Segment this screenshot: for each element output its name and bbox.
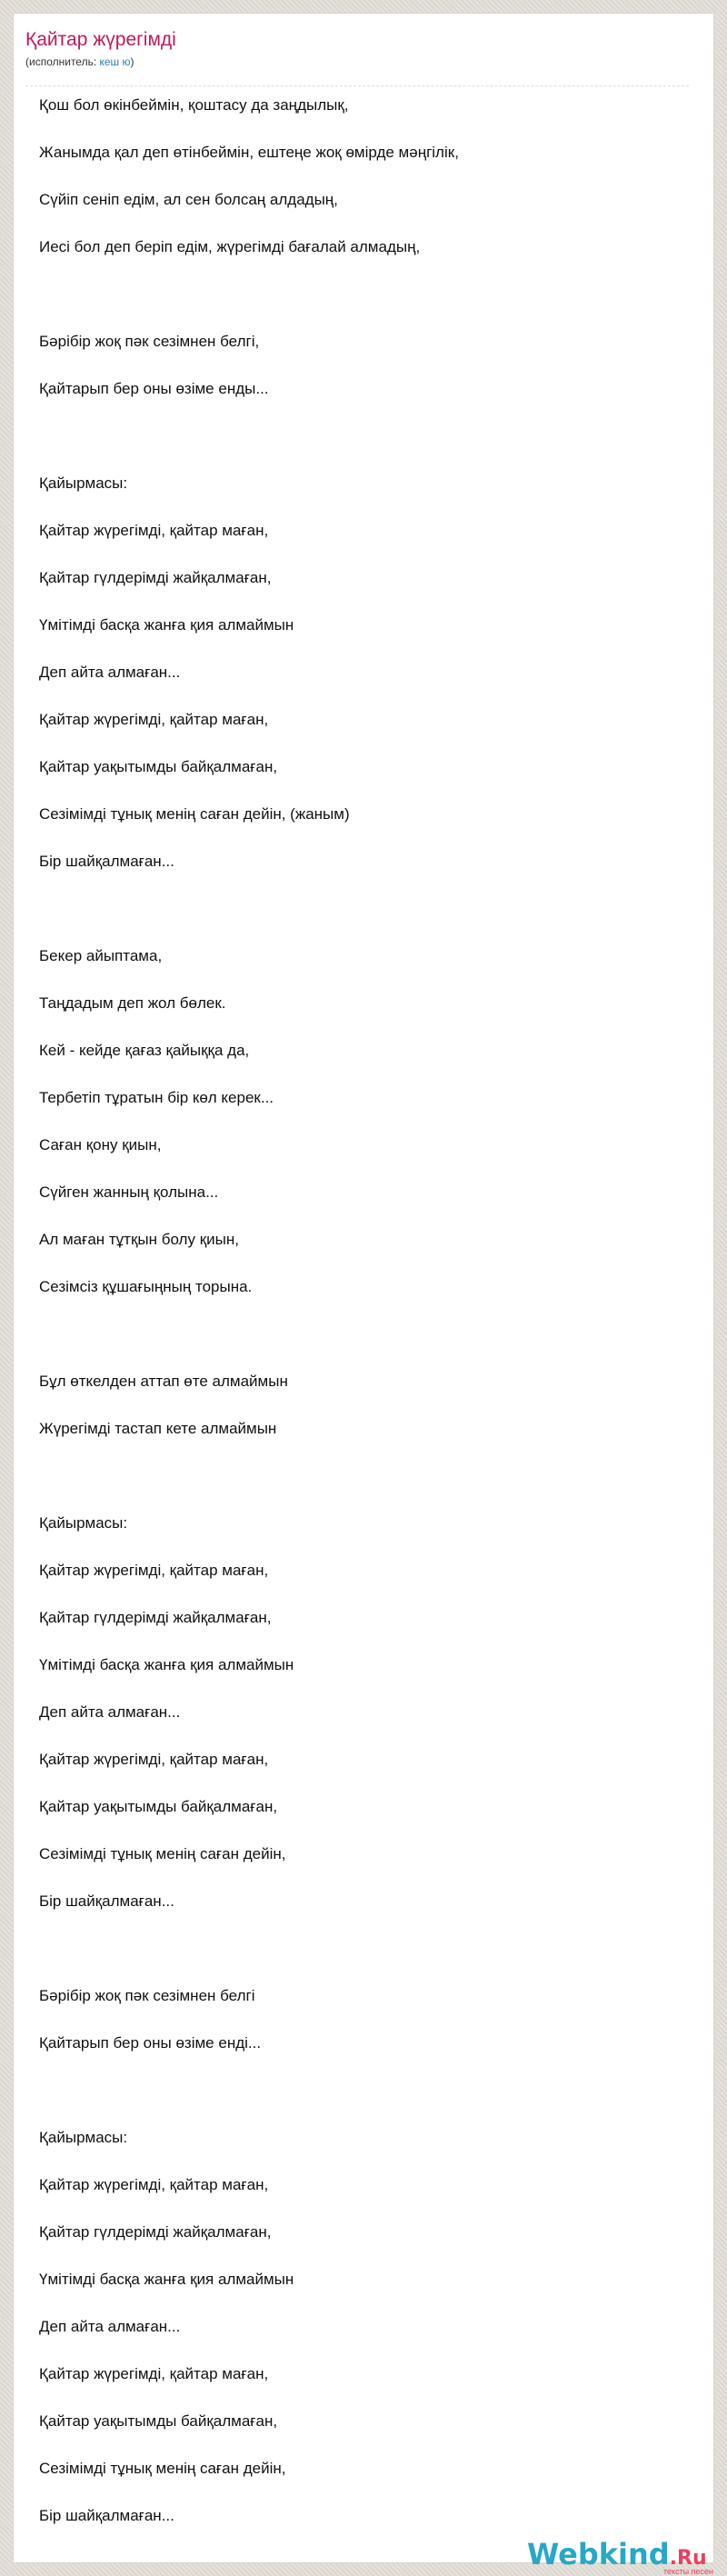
performer-prefix: (исполнитель: bbox=[25, 55, 100, 68]
lyric-line: Қайтар гүлдерімді жайқалмаған, bbox=[39, 569, 272, 586]
lyric-line: Қайтар уақытымды байқалмаған, bbox=[39, 758, 278, 775]
lyric-line: Деп айта алмаған... bbox=[39, 2318, 181, 2335]
logo-name: Webkind bbox=[527, 2537, 670, 2571]
lyric-line: Сезімсіз құшағыңның торына. bbox=[39, 1278, 253, 1295]
lyric-blank-line bbox=[39, 2080, 675, 2127]
lyric-line: Үмітімді басқа жанға қия алмаймын bbox=[39, 1656, 294, 1673]
lyric-line: Сезімімді тұнық менің саған дейін, bbox=[39, 2460, 286, 2477]
lyric-line: Қайтар жүрегімді, қайтар маған, bbox=[39, 711, 269, 728]
lyric-line: Жүрегімді тастап кете алмаймын bbox=[39, 1420, 277, 1437]
lyric-line: Қайтар жүрегімді, қайтар маған, bbox=[39, 1751, 269, 1768]
lyric-line: Сезімімді тұнық менің саған дейін, bbox=[39, 1845, 286, 1862]
lyric-line: Сезімімді тұнық менің саған дейін, (жаным) bbox=[39, 805, 350, 823]
lyric-line: Қайтар жүрегімді, қайтар маған, bbox=[39, 2365, 269, 2382]
lyric-line: Иесі бол деп беріп едім, жүрегімді бағалай алмадың, bbox=[39, 238, 421, 255]
lyric-line: Қайтар гүлдерімді жайқалмаған, bbox=[39, 2223, 272, 2241]
song-header bbox=[25, 27, 176, 69]
lyric-line: Қайтар жүрегімді, қайтар маған, bbox=[39, 1562, 269, 1579]
lyric-line: Бір шайқалмаған... bbox=[39, 853, 174, 870]
lyric-line: Жанымда қал деп өтінбеймін, ештеңе жоқ өмірде мәңгілік, bbox=[39, 144, 459, 161]
performer-suffix: ) bbox=[130, 55, 134, 68]
lyric-line: Тербетіп тұратын бір көл керек... bbox=[39, 1089, 274, 1106]
lyric-line: Үмітімді басқа жанға қия алмаймын bbox=[39, 616, 294, 634]
song-title: Қайтар жүрегімді bbox=[25, 29, 176, 50]
lyric-line: Қайырмасы: bbox=[39, 474, 128, 492]
lyric-line: Бір шайқалмаған... bbox=[39, 1892, 174, 1910]
artist-link[interactable]: кеш ю bbox=[99, 55, 131, 68]
lyric-line: Қайтар жүрегімді, қайтар маған, bbox=[39, 522, 269, 539]
lyric-line: Үмітімді басқа жанға қия алмаймын bbox=[39, 2271, 294, 2288]
lyric-blank-line bbox=[39, 1323, 675, 1371]
lyric-line: Саған қону қиын, bbox=[39, 1136, 162, 1153]
lyric-blank-line bbox=[39, 1938, 675, 1985]
lyric-line: Қайтар гүлдерімді жайқалмаған, bbox=[39, 1609, 272, 1626]
lyric-line: Қайырмасы: bbox=[39, 1514, 128, 1532]
lyrics-body bbox=[39, 95, 675, 2552]
lyric-line: Қайтарып бер оны өзіме енді... bbox=[39, 2034, 262, 2052]
lyric-line: Бұл өткелден аттап өте алмаймын bbox=[39, 1373, 288, 1390]
logo-tld: .Ru bbox=[669, 2547, 707, 2570]
header-divider bbox=[25, 85, 689, 86]
lyric-line: Қош бол өкінбеймін, қоштасу да заңдылық, bbox=[39, 96, 349, 114]
lyric-line: Бәрібір жоқ пәк сезімнен белгі bbox=[39, 1987, 255, 2004]
lyric-line: Ал маған тұтқын болу қиын, bbox=[39, 1231, 239, 1248]
lyric-line: Сүйіп сеніп едім, ал сен болсаң алдадың, bbox=[39, 191, 338, 208]
lyric-line: Бәрібір жоқ пәк сезімнен белгі, bbox=[39, 333, 260, 350]
lyric-line: Қайтар уақытымды байқалмаған, bbox=[39, 2412, 278, 2430]
lyric-line: Деп айта алмаған... bbox=[39, 1703, 181, 1721]
lyric-blank-line bbox=[39, 284, 675, 331]
lyric-blank-line bbox=[39, 898, 675, 945]
lyric-line: Бекер айыптама, bbox=[39, 947, 163, 964]
logo-tagline: тексты песен bbox=[663, 2567, 714, 2576]
lyric-line: Сүйген жанның қолына... bbox=[39, 1183, 219, 1201]
lyric-line: Бір шайқалмаған... bbox=[39, 2507, 174, 2524]
performer-line bbox=[25, 55, 176, 69]
lyric-line: Таңдадым деп жол бөлек. bbox=[39, 994, 226, 1012]
lyric-line: Қайырмасы: bbox=[39, 2129, 128, 2146]
lyric-line: Кей - кейде қағаз қайыққа да, bbox=[39, 1042, 250, 1059]
lyric-blank-line bbox=[39, 425, 675, 473]
lyric-line: Деп айта алмаған... bbox=[39, 664, 181, 681]
lyric-blank-line bbox=[39, 1465, 675, 1513]
lyric-line: Қайтар уақытымды байқалмаған, bbox=[39, 1798, 278, 1815]
lyric-line: Қайтарып бер оны өзіме енды... bbox=[39, 380, 269, 397]
lyric-line: Қайтар жүрегімді, қайтар маған, bbox=[39, 2176, 269, 2193]
